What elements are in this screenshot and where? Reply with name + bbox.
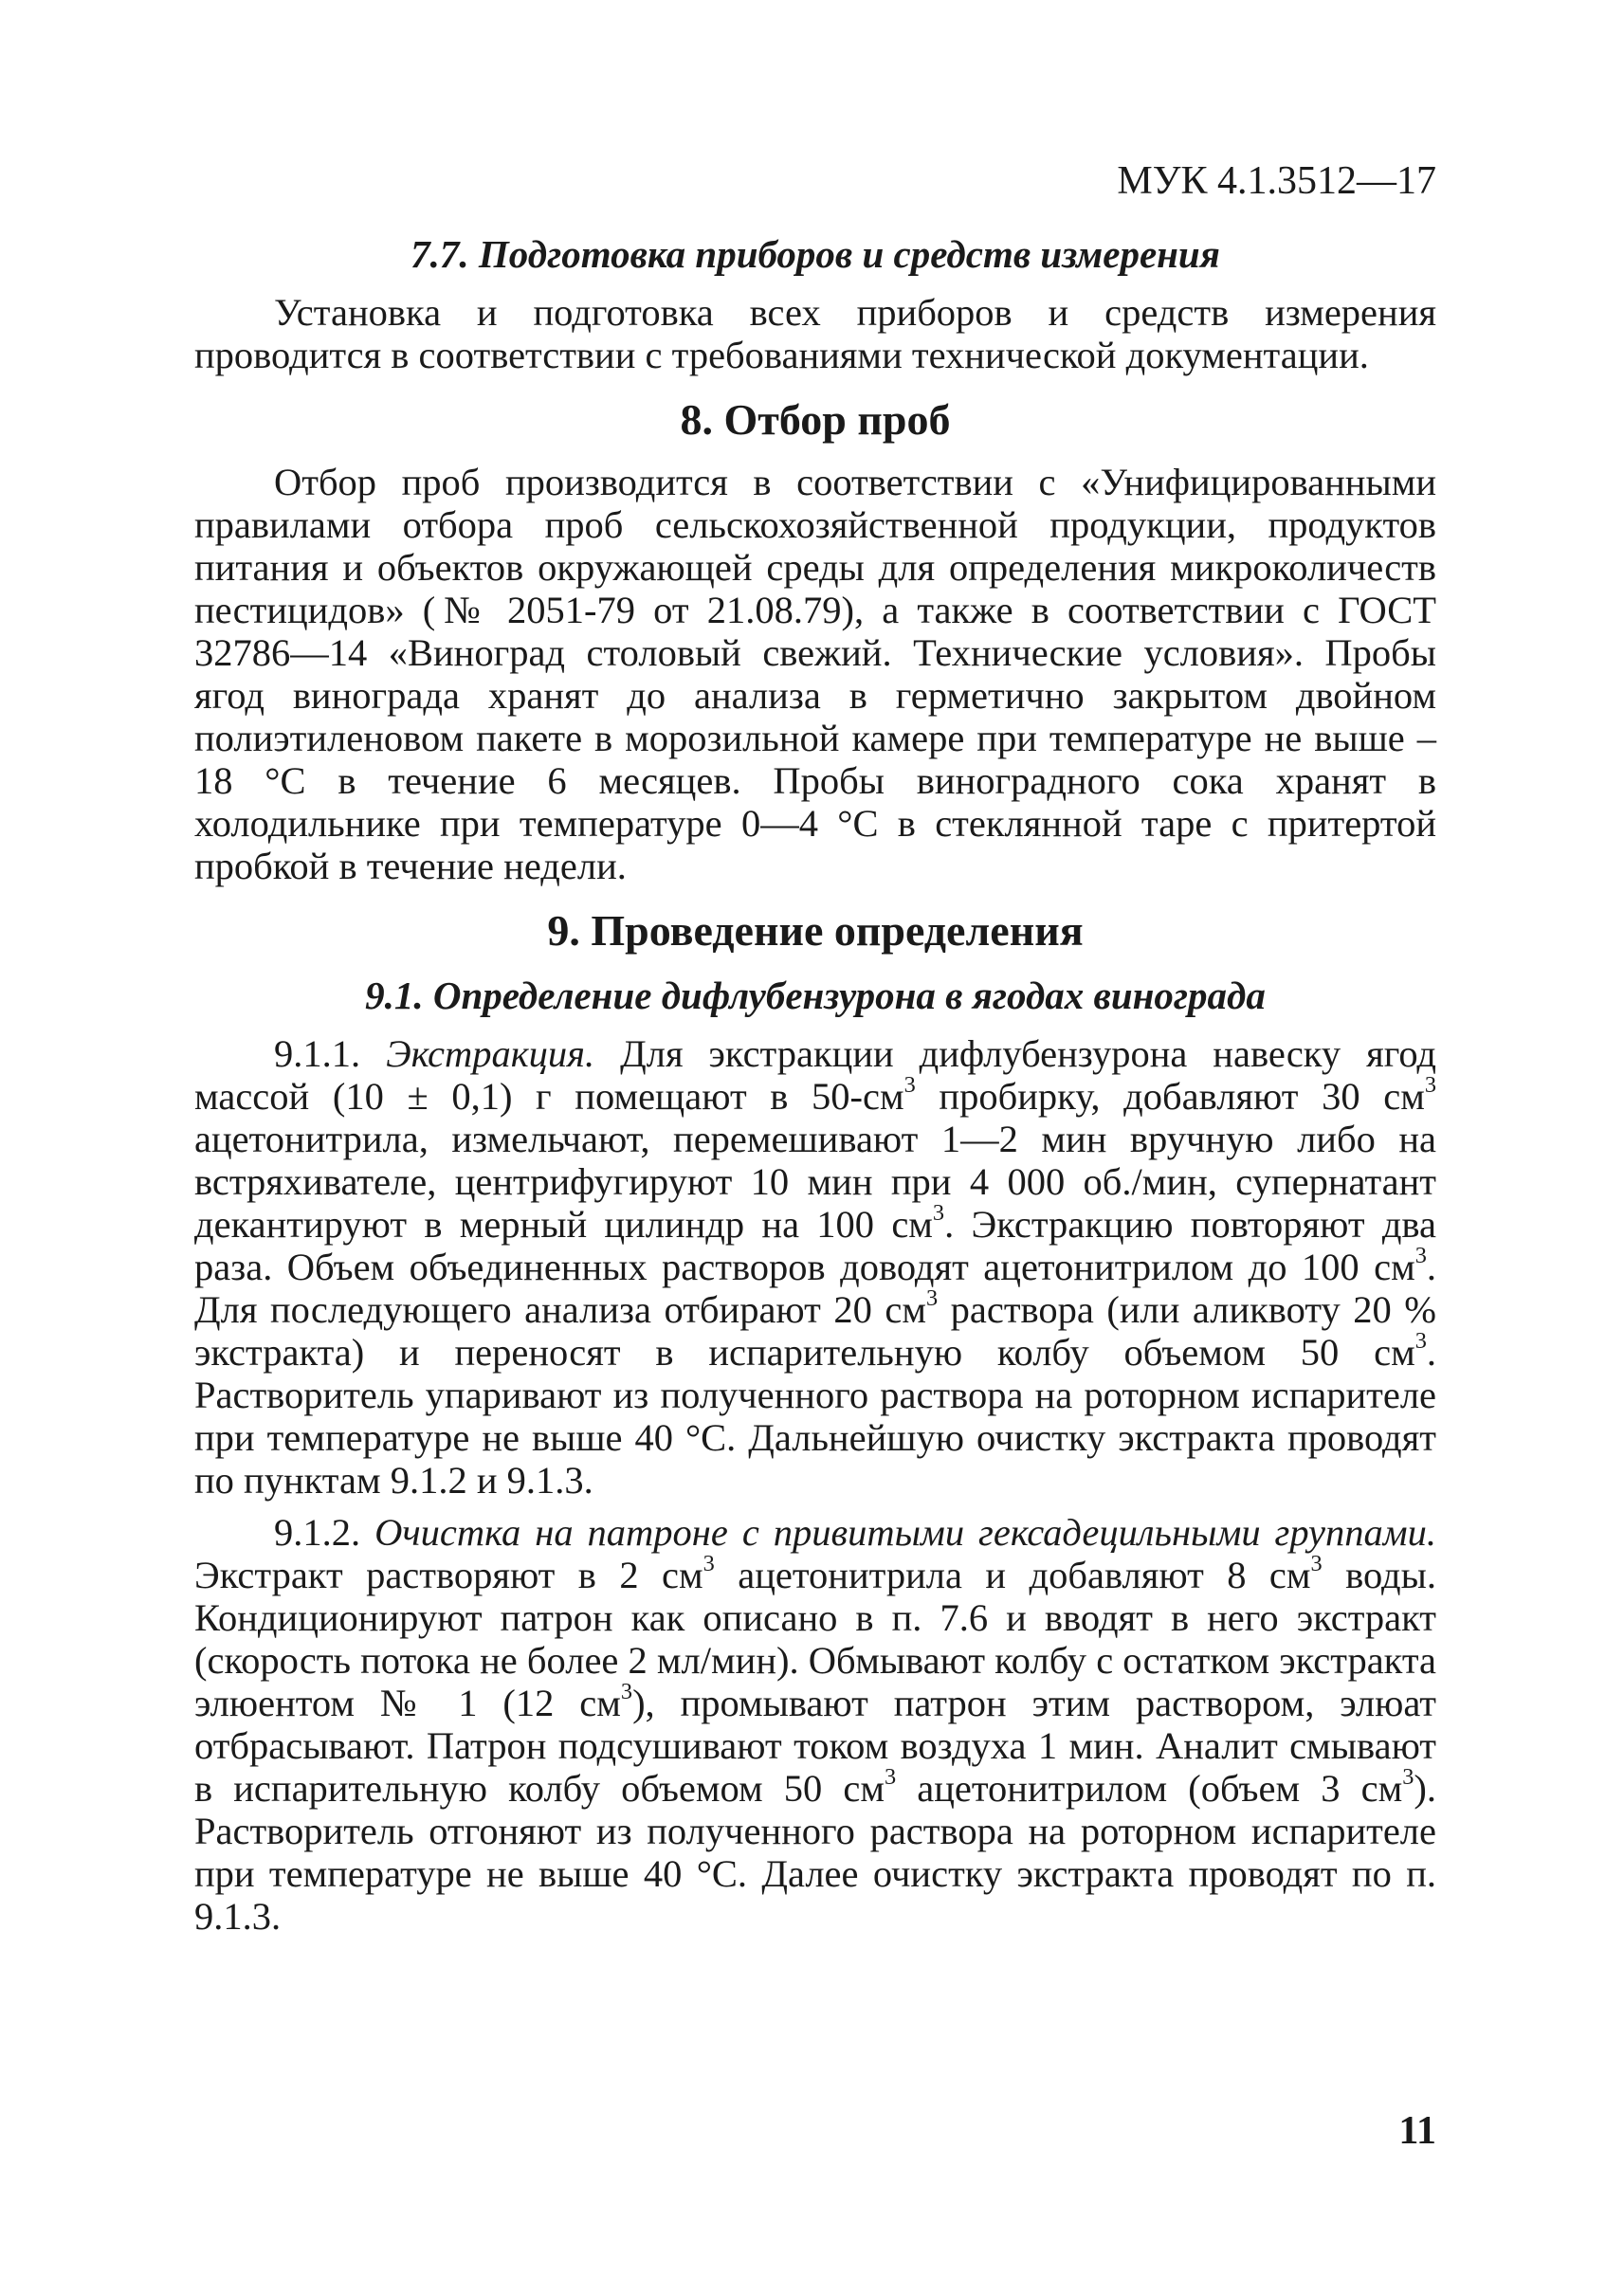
section-9-1-title: 9.1. Определение дифлубензурона в ягодах винограда — [365, 973, 1266, 1017]
section-9-1-2-text: 9.1.2. Очистка на патроне с привитыми гексадецильными группами. Экстракт растворяют в 2 $см^3$ ацетонитрила и добавляют 8 $см^3$ воды. Кондиционируют патрон как описано в п. 7.6 и вводят в него экстракт (скорость потока не более 2 мл/мин). Обмывают колбу с остатком экстракта элюентом № 1 (12 $см^3$), промывают патрон этим раствором, элюат отбрасывают. Патрон подсушивают током воздуха 1 мин. Аналит смывают в испарительную колбу объемом 50 $см^3$ ацетонитрилом (объем 3 $см^3$). Растворитель отгоняют из полученного раствора на роторном испарителе при температуре не выше 40 °С. Далее очистку экстракта проводят по п. 9.1.3. — [194, 1510, 1436, 1938]
superscript: 3 — [620, 1678, 633, 1704]
document-page — [194, 152, 1436, 1947]
superscript: 3 — [703, 1550, 715, 1576]
superscript: 3 — [1414, 1327, 1427, 1354]
section-8-text: Отбор проб производится в соответствии с «Унифицированными правилами отбора проб сельскохозяйственной продукции, продуктов питания и объектов окружающей среды для определения микроколичеств пестицидов» (№ 2051-79 от 21.08.79), а также в соответствии с ГОСТ 32786—14 «Виноград столовый свежий. Технические условия». Пробы ягод винограда хранят до анализа в герметично закрытом двойном полиэтиленовом пакете в морозильной камере при температуре не выше –18 °С в течение 6 месяцев. Пробы виноградного сока хранят в холодильнике при температуре 0—4 °С в стеклянной таре с притертой пробкой в течение недели. — [194, 461, 1436, 888]
section-9-1-1-number: 9.1.1. — [274, 1031, 361, 1075]
document-code: МУК 4.1.3512—17 — [1117, 159, 1436, 203]
superscript: 3 — [1414, 1242, 1427, 1268]
section-9-1-1-label: Экстракция. — [386, 1031, 595, 1075]
superscript: 3 — [903, 1071, 916, 1098]
section-7-7-title: 7.7. Подготовка приборов и средств измерения — [411, 232, 1220, 276]
section-7-7-text: Установка и подготовка всех приборов и средств измерения проводится в соответствии с требованиями технической документации. — [194, 291, 1436, 377]
section-9-1-1-text: 9.1.1. Экстракция. Для экстракции дифлубензурона навеску ягод массой (10 ± 0,1) г помещают в $50-см^3$ пробирку, добавляют 30 $см^3$ ацетонитрила, измельчают, перемешивают 1—2 мин вручную либо на встряхивателе, центрифугируют 10 мин при 4 000 об./мин, супернатант декантируют в мерный цилиндр на 100 $см^3$. Экстракцию повторяют два раза. Объем объединенных растворов доводят ацетонитрилом до 100 $см^3$. Для последующего анализа отбирают 20 $см^3$ раствора (или аликвоту 20 % экстракта) и переносят в испарительную колбу объемом 50 $см^3$. Растворитель упаривают из полученного раствора на роторном испарителе при температуре не выше 40 °С. Дальнейшую очистку экстракта проводят по пунктам 9.1.2 и 9.1.3. — [194, 1031, 1437, 1502]
superscript: 3 — [884, 1763, 897, 1790]
superscript: 3 — [1424, 1071, 1436, 1098]
section-9-1-2-number: 9.1.2. — [274, 1510, 361, 1554]
section-8-title: 8. Отбор проб — [680, 395, 951, 445]
superscript: 3 — [1310, 1550, 1323, 1576]
page-number: 11 — [1398, 2109, 1436, 2153]
superscript: 3 — [1402, 1763, 1414, 1790]
superscript: 3 — [925, 1284, 939, 1311]
section-9-title: 9. Проведение определения — [547, 906, 1084, 956]
section-9-1-2-label: Очистка на патроне с привитыми гексадецильными группами. — [374, 1510, 1436, 1554]
superscript: 3 — [932, 1199, 945, 1226]
